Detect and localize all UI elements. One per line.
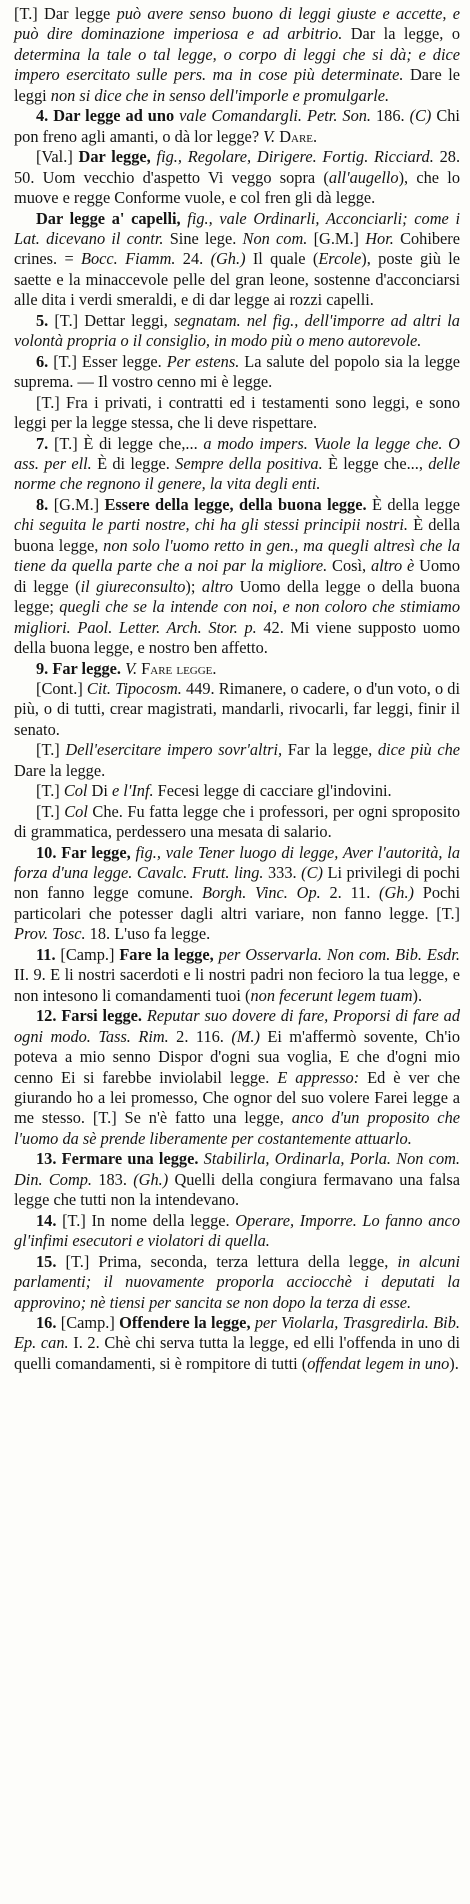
bold-text: 5. (36, 310, 55, 330)
italic-text: segnatam. nel fig., dell'imporre ad altri la volontà propria o il consiglio, in modo più o meno autorevole. (14, 310, 460, 351)
text-run: ); (185, 576, 202, 596)
italic-text: Dell'esercitare impero sovr'altri, (65, 740, 283, 760)
italic-text: Per estens. (166, 351, 240, 371)
italic-text: (Gh.) (379, 883, 414, 903)
entry-paragraph (14, 1006, 460, 1149)
italic-text: (C) (409, 106, 432, 126)
text-run: [T.] Dettar leggi, (54, 310, 174, 330)
italic-text: Reputar suo dovere di fare, Proporsi di fare ad ogni modo. Tass. Rim. (14, 1006, 461, 1046)
text-run: 24. (175, 249, 211, 269)
small-caps-text: Fare legge. (137, 658, 217, 678)
text-run: Uomo della legge o della buona legge; (14, 576, 460, 617)
bold-text: 4. (36, 106, 54, 126)
text-run: 449. Rimanere, o cadere, o d'un voto, o di più, o di tutti, crear magistrati, mandarli, rivocarli, far leggi, finir il senato. (14, 678, 461, 739)
italic-text: Cit. Tipocosm. (86, 678, 182, 698)
italic-text: Sempre della positiva. (175, 453, 323, 473)
dictionary-column (14, 4, 460, 1374)
text-run: Dare la legge. (14, 760, 106, 780)
bold-text: 13. (36, 1149, 62, 1169)
entry-paragraph (14, 147, 460, 208)
bold-text: Dar legge, (78, 147, 151, 167)
entry-paragraph (14, 1211, 460, 1252)
bold-text: Far legge. (52, 658, 122, 678)
italic-text: non solo l'uomo retto in gen., ma quegli altresì che la tiene da quella parte che a noi par la migliore. (14, 535, 461, 576)
text-run: [T.] Dar legge (14, 4, 117, 23)
text-run: [G.M.] (53, 494, 105, 514)
bold-text: 11. (36, 944, 61, 964)
text-run: [G.M.] (307, 228, 366, 248)
bold-text: 6. (36, 351, 54, 371)
text-run: 42. Mi viene supposto uomo della buona legge, e nostro ben affetto. (14, 617, 460, 658)
italic-text: E appresso: (277, 1067, 360, 1087)
text-run: Il quale ( (245, 249, 319, 269)
italic-text: Bocc. Fiamm. (81, 249, 176, 269)
entry-paragraph (14, 802, 460, 843)
text-run: Che. Fu fatta legge che i professori, per ogni sproposito di grammatica, perdessero una mesata di salario. (14, 801, 461, 842)
italic-text: altro è (370, 556, 415, 576)
bold-text: Dar legge a' capelli, (36, 208, 181, 228)
text-run: Li privilegi di pochi non fanno legge comune. (14, 863, 460, 903)
text-run: [T.] (36, 740, 66, 760)
italic-text: Non com. (242, 228, 308, 248)
entry-paragraph (14, 434, 460, 495)
text-run: 18. L'uso fa legge. (85, 924, 211, 944)
entry-paragraph (14, 781, 460, 801)
text-run: È legge che..., (322, 453, 429, 473)
entry-paragraph (14, 209, 460, 311)
text-run: Così, (327, 556, 371, 576)
text-run: Fecesi legge di cacciare gl'indovini. (153, 781, 392, 801)
entry-paragraph (14, 1313, 460, 1374)
italic-text: e l'Inf. (111, 781, 154, 801)
italic-text: delle norme che regnono il genere, la vita degli enti. (14, 453, 460, 494)
italic-text: V. (125, 658, 138, 678)
text-run: 183. (92, 1169, 134, 1189)
italic-text: determina la tale o tal legge, o corpo di leggi che si dà; e dice impero esercitato sulle pers. ma in cose più determinate. (14, 44, 460, 85)
text-run: [T.] In nome della legge. (62, 1210, 236, 1230)
entry-paragraph (14, 352, 460, 393)
italic-text: per Violarla, Trasgredirla. Bib. Ep. can. (14, 1313, 460, 1353)
italic-text: altro (201, 576, 234, 596)
entry-paragraph (14, 311, 460, 352)
text-run: I. 2. Chè chi serva tutta la legge, ed elli l'offenda in uno di quelli comandamenti, si è rompitore di tutti ( (14, 1333, 461, 1373)
italic-text: in alcuni parlamenti; il nuovamente proporla acciocchè i deputati la approvino; nè tiensi per sancita se non dopo la terza di esse. (14, 1251, 460, 1312)
entry-paragraph (14, 945, 460, 1006)
entry-paragraph (14, 106, 460, 147)
text-run: È della legge (366, 494, 460, 514)
bold-text: 15. (36, 1251, 66, 1271)
text-run: Dar la legge, o (342, 24, 461, 44)
text-run: [T.] Esser legge. (53, 351, 167, 371)
text-run: [T.] (36, 801, 65, 821)
text-run: 28. 50. Uom vecchio d'aspetto Vi veggo sopra ( (14, 147, 461, 187)
text-run: [T.] Prima, seconda, terza lettura della legge, (65, 1251, 398, 1271)
italic-text: Operare, Imporre. Lo fanno anco gl'infimi esecutori e violatori di quella. (14, 1210, 460, 1251)
bold-text: Farsi legge. (61, 1006, 143, 1026)
text-run: [Camp.] (60, 944, 120, 964)
italic-text: Prov. Tosc. (14, 924, 86, 944)
bold-text: 12. (36, 1006, 62, 1026)
text-run: Di (87, 781, 112, 801)
italic-text: fig., vale Tener luogo di legge, Aver l'autorità, la forza d'una legge. Cavalc. Frutt. ling. (14, 842, 460, 883)
text-run: È di legge. (91, 453, 176, 473)
bold-text: Fare la legge, (119, 944, 214, 964)
italic-text: offendat legem in uno (307, 1353, 450, 1373)
text-run: Uomo di legge ( (14, 556, 460, 596)
italic-text: Hor. (365, 228, 394, 248)
italic-text: anco d'un proposito che l'uomo da sè prende liberamente per costantemente attuarlo. (14, 1108, 460, 1148)
text-run: 2. 116. (168, 1026, 232, 1046)
text-run: Quelli della congiura fermavano una falsa legge che tutti non la intendevano. (14, 1169, 461, 1210)
text-run: Chi pon freno agli amanti, o dà lor legge? (14, 106, 460, 146)
bold-text: Essere della legge, della buona legge. (104, 494, 367, 514)
text-run: ). (412, 985, 423, 1005)
text-run: Ed è ver che giurando ho a lei promesso, Che ognor del suo volere Farei legge a me stesso. [T.] Se n'è fatto una legge, (14, 1067, 460, 1128)
italic-text: (C) (301, 863, 323, 883)
text-run: È della buona legge, (14, 515, 461, 555)
italic-text: chi seguita le parti nostre, chi ha gli stessi principii nostri. (14, 515, 408, 535)
text-run: [T.] (36, 781, 64, 801)
italic-text: vale Comandargli. Petr. Son. (174, 106, 371, 126)
small-caps-text: Dare. (275, 126, 318, 146)
bold-text: Offendere la legge, (119, 1313, 251, 1332)
text-run: 333. (263, 863, 302, 883)
text-run: Far la legge, (282, 740, 378, 760)
italic-text: fig., Regolare, Dirigere. Fortig. Ricciard. (150, 147, 434, 167)
text-run: 2. 11. (320, 883, 380, 903)
italic-text: all'augello (328, 167, 399, 187)
entry-paragraph (14, 495, 460, 659)
italic-text: Ercole (318, 249, 362, 269)
bold-text: 8. (36, 494, 54, 514)
text-run: ), poste giù le saette e la minaccevole pelle del gran leone, sostenne d'acconciarsi alle dita i verdi smeraldi, e di dar legge ai rozzi capelli. (14, 249, 460, 310)
text-run: [T.] Fra i privati, i contratti ed i testamenti sono leggi, e sono leggi per la legge stessa, che li deve rispettare. (14, 392, 460, 433)
italic-text: Col (64, 801, 88, 821)
bold-text: Dar legge ad uno (53, 106, 175, 126)
bold-text: 7. (36, 433, 54, 453)
text-run: [Camp.] (60, 1313, 120, 1332)
italic-text: Col (63, 781, 88, 801)
italic-text: (M.) (231, 1026, 260, 1046)
text-run: 186. (371, 106, 410, 126)
italic-text: il giureconsulto (80, 576, 186, 596)
text-run: ). (449, 1353, 459, 1373)
italic-text: V. (263, 126, 276, 146)
text-run: II. 9. E li nostri sacerdoti e li nostri padri non fecioro la tua legge, e non intesono li comandamenti tuoi ( (14, 965, 460, 1005)
entry-paragraph (14, 1252, 460, 1313)
italic-text: dice più che (377, 740, 461, 760)
bold-text: Far legge, (61, 842, 131, 862)
entry-paragraph (14, 1149, 460, 1210)
bold-text: Fermare una legge. (61, 1149, 199, 1169)
entry-paragraph (14, 843, 460, 945)
italic-text: può avere senso buono di leggi giuste e accette, e può dire dominazione imperiosa e ad arbitrio. (14, 4, 460, 44)
entry-paragraph (14, 679, 460, 740)
bold-text: 9. (36, 658, 53, 678)
text-run: [T.] È di legge che,... (53, 433, 204, 453)
text-run: La salute del popolo sia la legge suprema. — Il vostro cenno mi è legge. (14, 351, 461, 392)
italic-text: fig., vale Ordinarli, Acconciarli; come i Lat. dicevano il contr. (14, 208, 460, 248)
bold-text: 10. (36, 842, 62, 862)
text-run: Ei m'affermò sovente, Ch'io poteva a mio senno Dispor d'ogni sua voglia, E che d'ogni mio cenno Ei si farebbe inviolabil legge. (14, 1026, 460, 1087)
text-run: [Cont.] (36, 678, 87, 698)
text-run: Cohibere crines. = (14, 228, 460, 269)
text-run: Pochi particolari che potesser dagli altri variare, non fanno legge. [T.] (14, 883, 460, 923)
text-run: [Val.] (36, 147, 79, 167)
italic-text: non fecerunt legem tuam (250, 985, 413, 1005)
text-run: Dare le leggi (14, 65, 460, 105)
bold-text: 16. (36, 1313, 61, 1332)
entry-paragraph (14, 393, 460, 434)
italic-text: Stabilirla, Ordinarla, Porla. Non com. Din. Comp. (14, 1149, 460, 1189)
text-run: Sine lege. (163, 228, 243, 248)
italic-text: quegli che se la intende con noi, e non coloro che stimiamo migliori. Paol. Letter. Arch. Stor. p. (14, 597, 460, 637)
entry-paragraph (14, 659, 460, 679)
italic-text: Vuole la legge che. O ass. per ell. (14, 433, 460, 473)
bold-text: 14. (36, 1210, 63, 1230)
italic-text: non si dice che in senso dell'imporle e promulgarle. (50, 85, 390, 105)
italic-text: per Osservarla. Non com. Bib. Esdr. (213, 944, 460, 964)
entry-paragraph (14, 740, 460, 781)
italic-text: Borgh. Vinc. Op. (201, 883, 321, 903)
italic-text: (Gh.) (133, 1169, 169, 1189)
italic-text: a modo impers. (203, 433, 308, 453)
italic-text: (Gh.) (210, 249, 246, 269)
entry-paragraph (14, 4, 460, 106)
text-run: ), che lo muove e regge Conforme vuole, e col fren gli dà legge. (14, 167, 460, 208)
